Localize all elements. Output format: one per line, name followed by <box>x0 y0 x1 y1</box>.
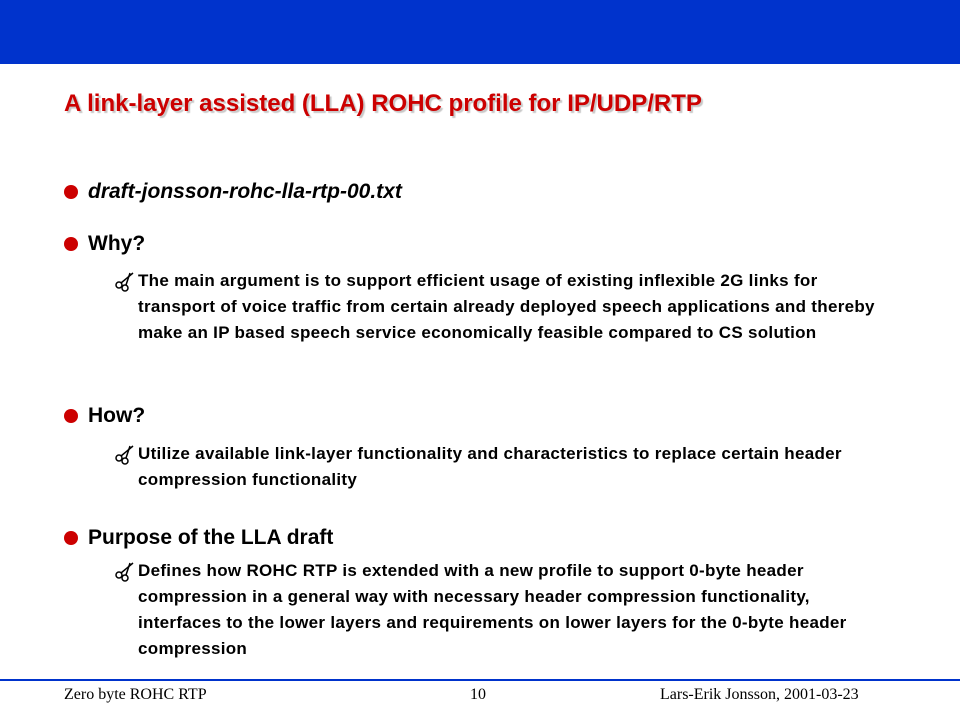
bullet-label: Why? <box>88 232 146 255</box>
scissors-icon <box>114 268 138 294</box>
slide-title: A link-layer assisted (LLA) ROHC profile for IP/UDP/RTP <box>64 90 702 117</box>
sub-bullet-why <box>114 268 894 346</box>
bullet-label: How? <box>88 404 146 427</box>
bullet-how <box>64 404 145 428</box>
sub-bullet-how <box>114 441 894 493</box>
sub-bullet-text: The main argument is to support efficient usage of existing inflexible 2G links for transport of voice traffic from certain already deployed speech applications and thereby make an IP based speech service economically feasible compared to CS solution <box>138 271 875 342</box>
header-band <box>0 0 960 64</box>
footer-left: Zero byte ROHC RTP <box>64 686 207 703</box>
bullet-dot-icon <box>64 531 78 545</box>
footer-right: Lars-Erik Jonsson, 2001-03-23 <box>660 686 859 703</box>
bullet-label: draft-jonsson-rohc-lla-rtp-00.txt <box>88 180 402 203</box>
bullet-dot-icon <box>64 185 78 199</box>
footer-divider <box>0 679 960 681</box>
bullet-why <box>64 232 145 256</box>
scissors-icon <box>114 441 138 467</box>
bullet-dot-icon <box>64 237 78 251</box>
bullet-label: Purpose of the LLA draft <box>88 526 334 549</box>
bullet-dot-icon <box>64 409 78 423</box>
scissors-icon <box>114 558 138 584</box>
sub-bullet-text: Defines how ROHC RTP is extended with a new profile to support 0-byte header compression in a general way with necessary header compression functionality, interfaces to the lower layers and requirements on lower layers for the 0-byte header compression <box>138 561 847 658</box>
sub-bullet-text: Utilize available link-layer functionality and characteristics to replace certain header compression functionality <box>138 444 842 489</box>
bullet-draft <box>64 180 402 204</box>
bullet-purpose <box>64 526 333 550</box>
footer-page-number: 10 <box>470 686 486 703</box>
sub-bullet-purpose <box>114 558 894 662</box>
